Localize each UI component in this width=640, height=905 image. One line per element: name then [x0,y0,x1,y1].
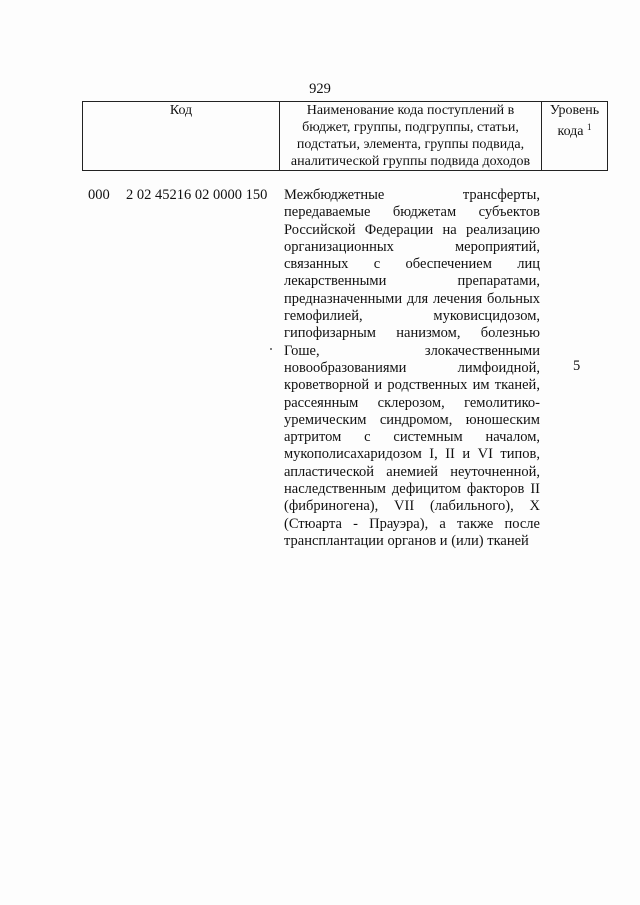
header-name-column [280,102,542,170]
table-header [82,101,608,171]
description-line: предназначенными для лечения больных [284,290,540,307]
header-name-line: бюджет, группы, подгруппы, статьи, [302,120,519,135]
description-line: гипофизарным нанизмом, болезнью [284,325,540,342]
description-line: новообразованиями лимфоидной, [284,359,540,376]
description-line: лекарственными препаратами, [284,273,540,290]
code-level: 5 [573,358,581,374]
header-level-line2 [542,119,607,140]
description-line: уремическим синдромом, юношеским [284,411,540,428]
description-line: Российской Федерации на реализацию [284,221,540,238]
description-line: гемофилией, муковисцидозом, [284,308,540,325]
header-name-line: аналитической группы подвида доходов [290,154,531,169]
description-line: Гоше, злокачественными [284,342,540,359]
header-name-line: подстатьи, элемента, группы подвида, [296,137,525,152]
page-number: 929 [309,81,331,97]
header-level-column [542,102,607,170]
scan-speck [270,348,272,350]
description-line: (фибриногена), VII (лабильного), X [284,498,540,515]
header-level-label: кода [557,124,584,139]
description-line: связанных с обеспечением лиц [284,256,540,273]
header-name-line: Наименование кода поступлений в [306,103,515,118]
revenue-code: 2 02 45216 02 0000 150 [126,187,268,203]
description-line: Межбюджетные трансферты, [284,187,540,203]
admin-code: 000 [88,187,110,203]
header-level-line1: Уровень [549,103,600,118]
description-line: кроветворной и родственных им тканей, [284,377,540,394]
description-text [284,187,540,550]
header-code-column: Код [83,102,280,170]
description-line: передаваемые бюджетам субъектов [284,204,540,221]
description-line: мукополисахаридозом I, II и VI типов, [284,446,540,463]
description-line: апластической анемией неуточненной, [284,463,540,480]
footnote-marker: 1 [587,122,592,132]
description-line: рассеянным склерозом, гемолитико- [284,394,540,411]
description-line: наследственным дефицитом факторов II [284,481,540,498]
description-line: (Стюарта - Прауэра), а также после [284,515,540,532]
description-line: трансплантации органов и (или) тканей [284,532,529,549]
description-line: организационных мероприятий, [284,238,540,255]
description-line: артритом с системным началом, [284,429,540,446]
